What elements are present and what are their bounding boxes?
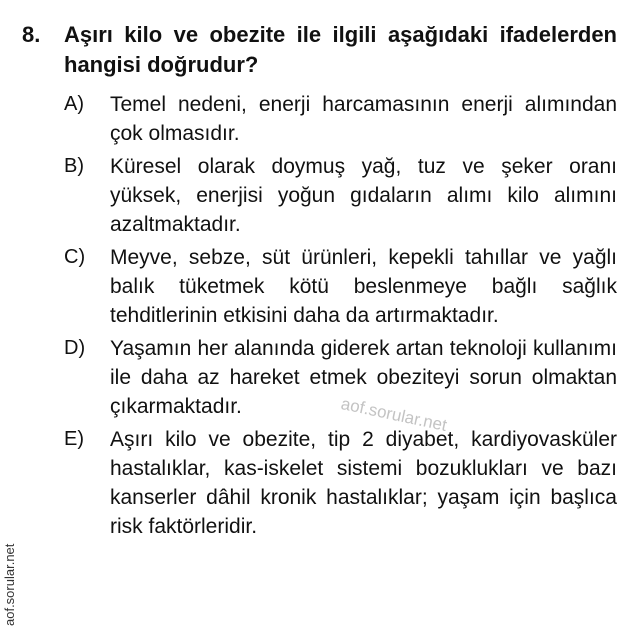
option-letter: B) (64, 155, 84, 177)
option-text: Aşırı kilo ve obezite, tip 2 diyabet, kardiyovasküler hastalıklar, kas-iskelet sistemi bozuklukları ve bazı kanserler dâhil kronik hastalıklar; yaşam için başlıca risk faktörleridir. (110, 428, 617, 538)
option-letter: C) (64, 246, 86, 268)
option-text: Yaşamın her alanında giderek artan teknoloji kullanımı ile daha az hareket etmek obeziteyi sorun olmaktan çıkarmaktadır. (110, 337, 617, 418)
option-letter: E) (64, 428, 84, 450)
option-text: Meyve, sebze, süt ürünleri, kepekli tahıllar ve yağlı balık tüketmek kötü beslenmeye bağlı sağlık tehditlerinin etkisini daha da artırmaktadır. (110, 246, 617, 327)
option-e[interactable] (64, 425, 617, 541)
option-c[interactable] (64, 243, 617, 330)
question-header (22, 20, 617, 80)
options-list (64, 90, 617, 541)
option-text: Küresel olarak doymuş yağ, tuz ve şeker oranı yüksek, enerjisi yoğun gıdaların alımı kilo alımını azaltmaktadır. (110, 155, 617, 236)
center-watermark: aof.sorular.net (339, 394, 449, 436)
option-a[interactable] (64, 90, 617, 148)
side-watermark: aof.sorular.net (2, 543, 17, 626)
option-text: Temel nedeni, enerji harcamasının enerji alımından çok olmasıdır. (110, 93, 617, 145)
option-letter: D) (64, 337, 86, 359)
option-b[interactable] (64, 152, 617, 239)
question-block (22, 20, 617, 545)
option-letter: A) (64, 93, 84, 115)
question-number: 8. (22, 22, 41, 47)
question-text: Aşırı kilo ve obezite ile ilgili aşağıdaki ifadelerden hangisi doğrudur? (64, 22, 617, 77)
